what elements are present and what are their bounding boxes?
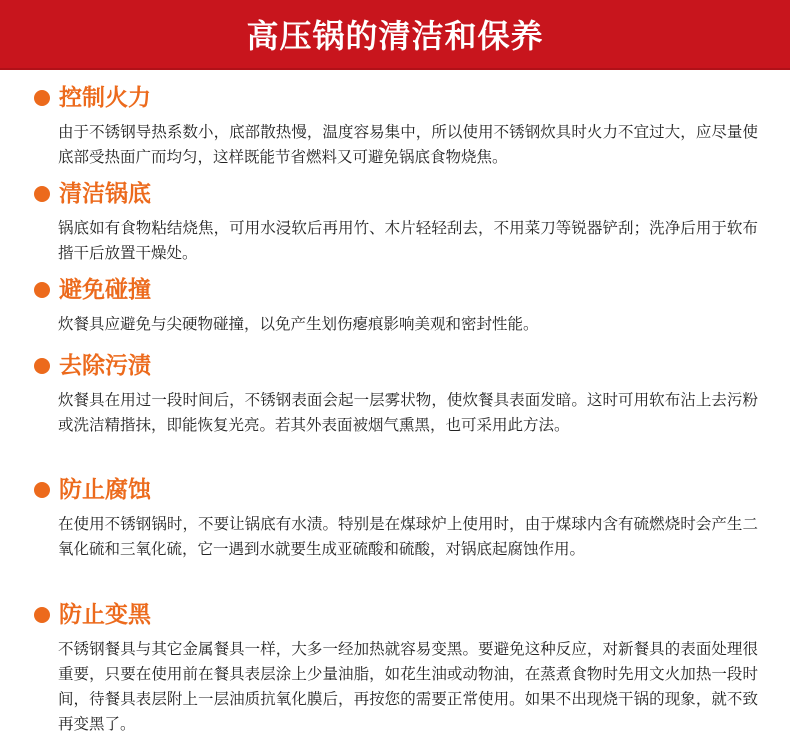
bullet-dot-icon — [34, 358, 50, 374]
section-avoid-collision — [0, 273, 790, 337]
section-title: 控制火力 — [59, 85, 151, 111]
section-title: 清洁锅底 — [59, 181, 151, 207]
bullet-dot-icon — [34, 607, 50, 623]
section-prevent-blackening — [0, 598, 790, 737]
section-header — [0, 598, 790, 632]
bullet-dot-icon — [34, 282, 50, 298]
section-header — [0, 349, 790, 383]
section-title: 防止腐蚀 — [59, 477, 151, 503]
title-banner — [0, 0, 790, 70]
section-header — [0, 273, 790, 307]
section-header — [0, 81, 790, 115]
section-remove-stains — [0, 349, 790, 438]
section-header — [0, 177, 790, 211]
page-title: 高压锅的清洁和保养 — [246, 17, 544, 55]
bullet-dot-icon — [34, 186, 50, 202]
section-clean-bottom — [0, 177, 790, 266]
section-body: 在使用不锈钢锅时，不要让锅底有水渍。特别是在煤球炉上使用时，由于煤球内含有硫燃烧时会产生二氧化硫和三氧化硫，它一遇到水就要生成亚硫酸和硫酸，对锅底起腐蚀作用。 — [58, 515, 758, 558]
section-body: 由于不锈钢导热系数小，底部散热慢，温度容易集中，所以使用不锈钢炊具时火力不宜过大，应尽量使底部受热面广而均匀，这样既能节省燃料又可避免锅底食物烧焦。 — [58, 123, 758, 166]
bullet-dot-icon — [34, 482, 50, 498]
bullet-dot-icon — [34, 90, 50, 106]
section-body: 炊餐具在用过一段时间后，不锈钢表面会起一层雾状物，使炊餐具表面发暗。这时可用软布沾上去污粉或洗洁精揩抹，即能恢复光亮。若其外表面被烟气熏黑，也可采用此方法。 — [58, 391, 758, 434]
section-header — [0, 473, 790, 507]
section-title: 防止变黑 — [59, 602, 151, 628]
section-body: 锅底如有食物粘结烧焦，可用水浸软后再用竹、木片轻轻刮去，不用菜刀等锐器铲刮；洗净后用于软布揩干后放置干燥处。 — [58, 219, 758, 262]
section-title: 去除污渍 — [59, 353, 151, 379]
section-prevent-corrosion — [0, 473, 790, 562]
section-title: 避免碰撞 — [59, 277, 151, 303]
section-body: 不锈钢餐具与其它金属餐具一样，大多一经加热就容易变黑。要避免这种反应，对新餐具的表面处理很重要，只要在使用前在餐具表层涂上少量油脂，如花生油或动物油，在蒸煮食物时先用文火加热一段时间，待餐具表层附上一层油质抗氧化膜后，再按您的需要正常使用。如果不出现烧干锅的现象，就不致再变黑了。 — [58, 640, 758, 733]
section-body: 炊餐具应避免与尖硬物碰撞，以免产生划伤瘪痕影响美观和密封性能。 — [58, 315, 539, 333]
section-fire-control — [0, 81, 790, 170]
